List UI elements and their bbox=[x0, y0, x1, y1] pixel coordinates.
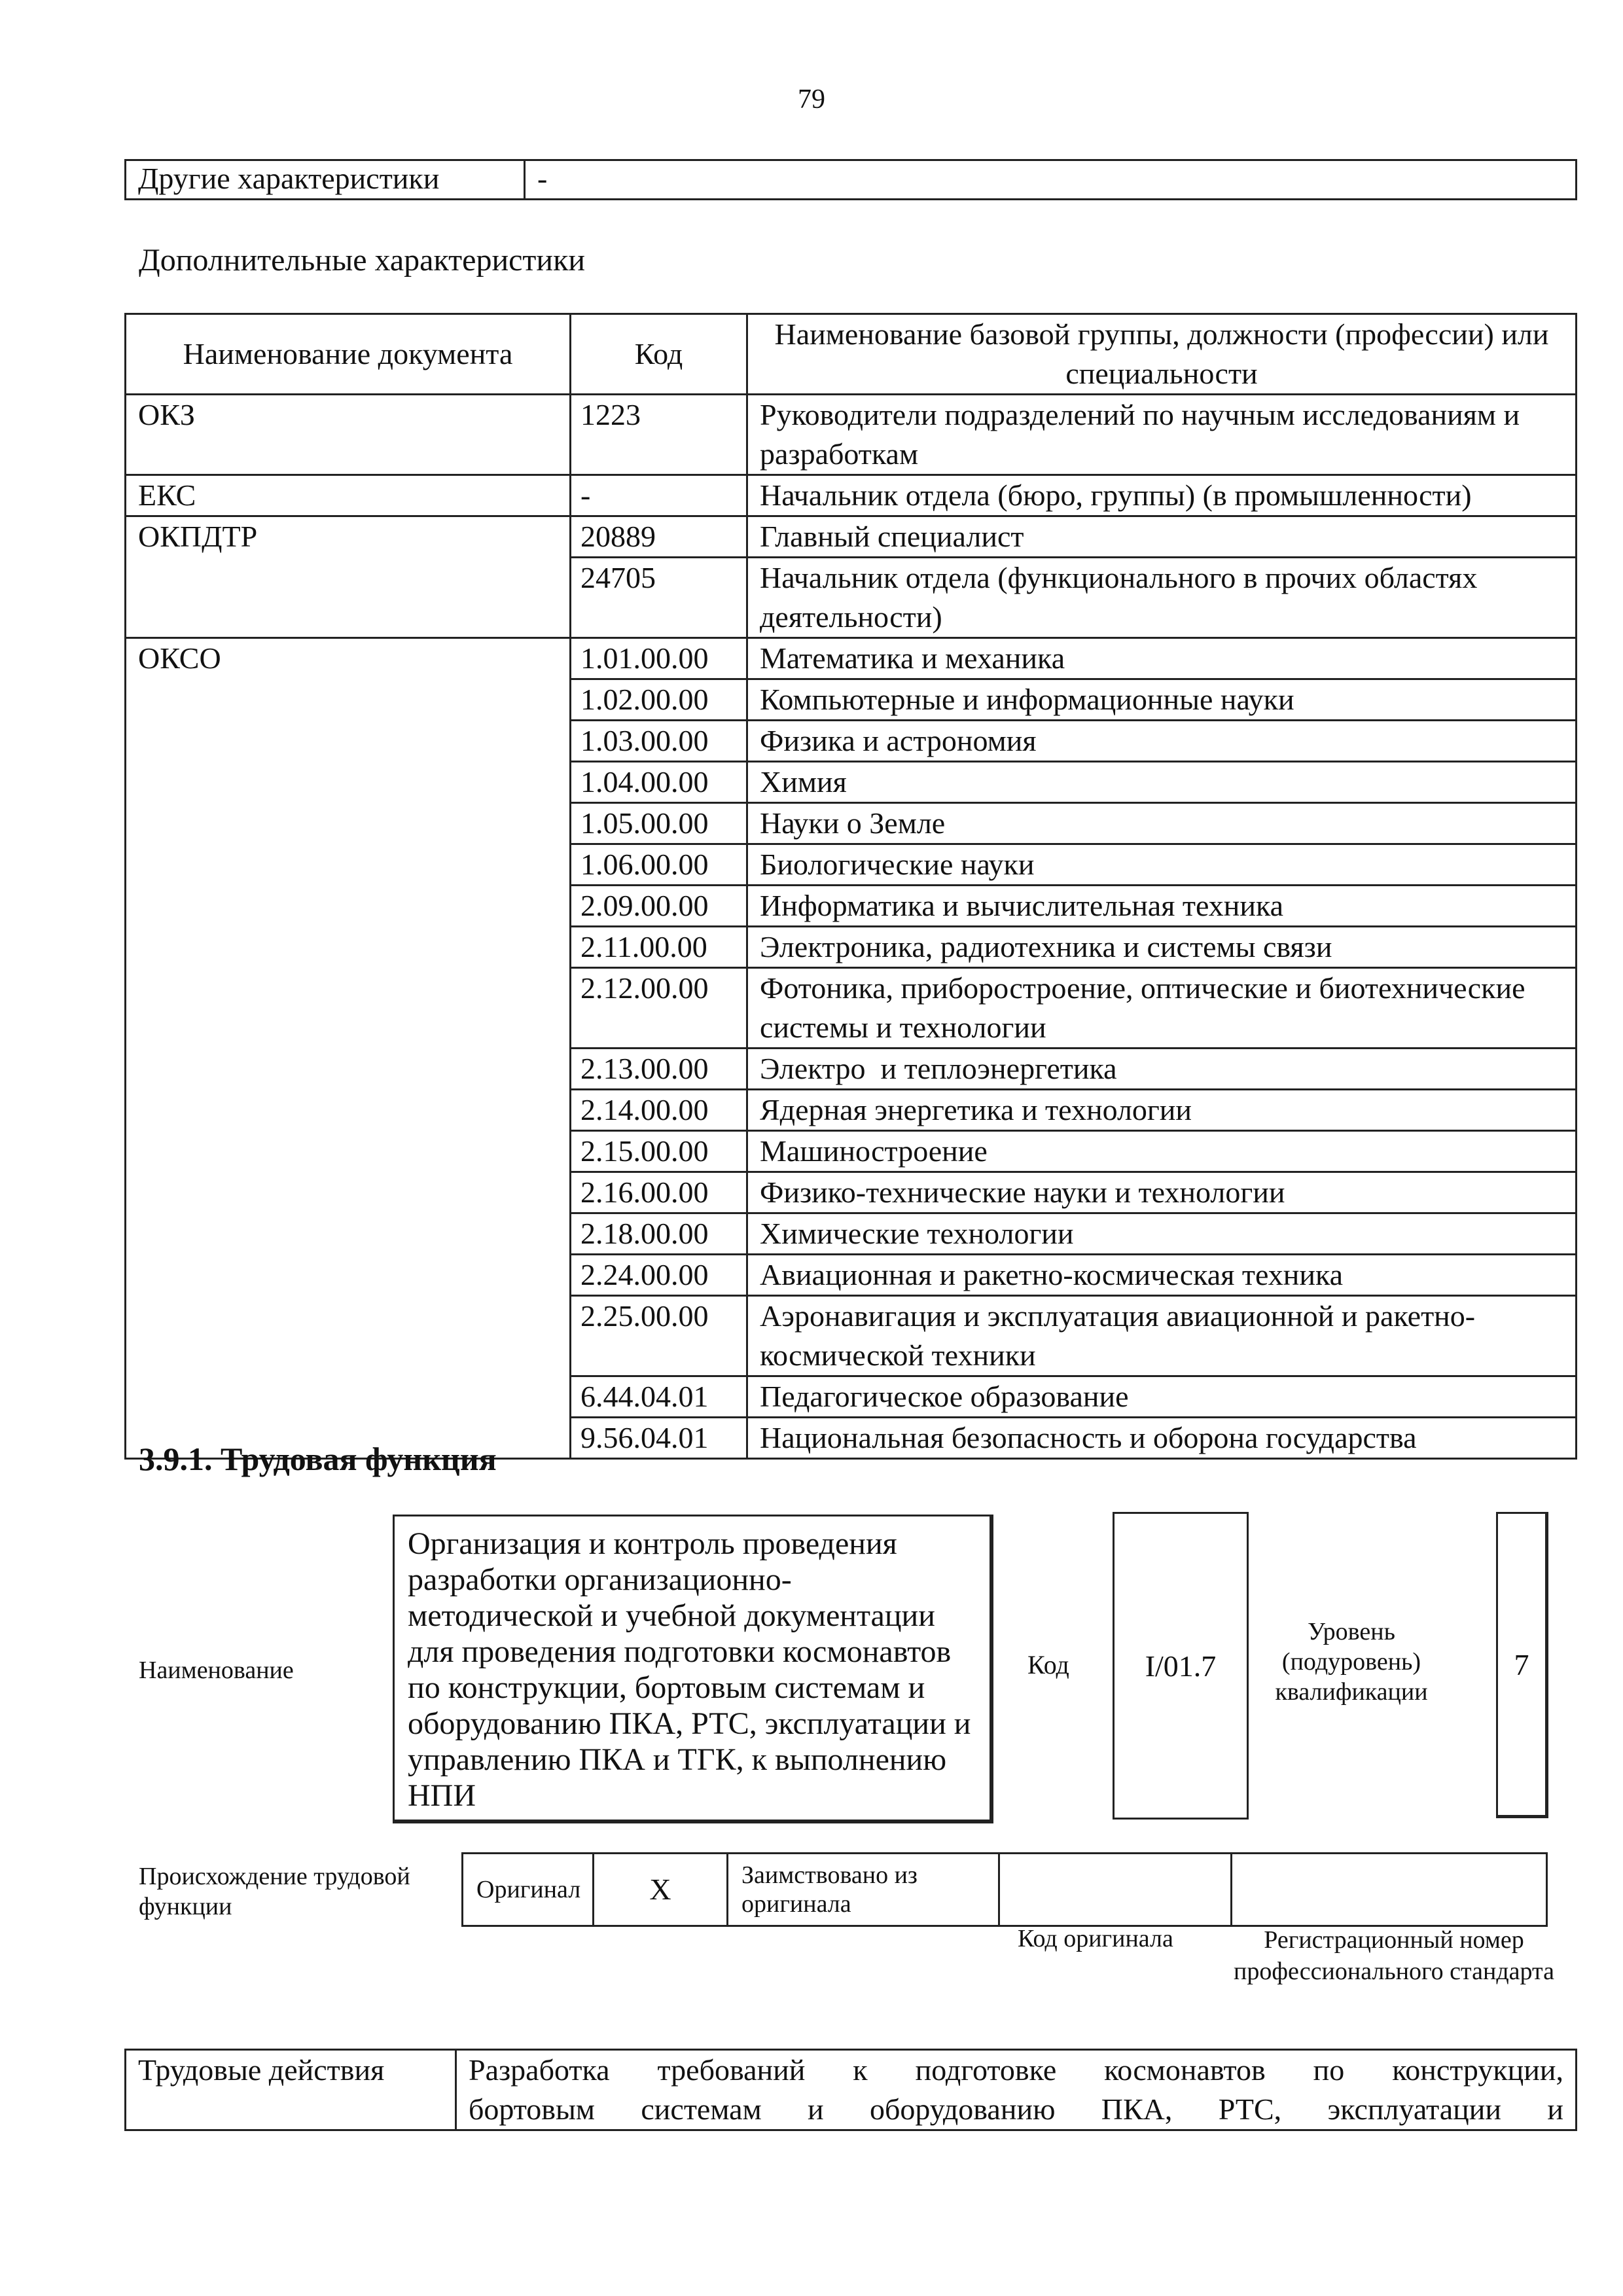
code-cell: 6.44.04.01 bbox=[571, 1376, 747, 1418]
code-cell: 1.02.00.00 bbox=[571, 679, 747, 721]
other-characteristics-table bbox=[124, 159, 1577, 200]
header-document: Наименование документа bbox=[126, 314, 571, 395]
function-code-value: I/01.7 bbox=[1113, 1512, 1249, 1820]
function-name-value: Организация и контроль проведения разработки организационно-методической и учебной документации для проведения подготовки космонавтов по конструкции, бортовым системам и оборудованию ПКА, РТС, эксплуатации и управлению ПКА и ТГК, к выполнению НПИ bbox=[393, 1515, 993, 1823]
group-name-cell: Национальная безопасность и оборона государства bbox=[747, 1418, 1577, 1459]
code-cell: 1.03.00.00 bbox=[571, 721, 747, 762]
code-cell: 1.01.00.00 bbox=[571, 638, 747, 679]
group-name-cell: Начальник отдела (функционального в прочих областях деятельности) bbox=[747, 558, 1577, 638]
group-name-cell: Руководители подразделений по научным исследованиям и разработкам bbox=[747, 395, 1577, 475]
group-name-cell: Химические технологии bbox=[747, 1213, 1577, 1255]
qualification-level-value: 7 bbox=[1496, 1512, 1548, 1818]
header-code: Код bbox=[571, 314, 747, 395]
code-cell: 2.15.00.00 bbox=[571, 1131, 747, 1172]
group-name-cell: Фотоника, приборостроение, оптические и биотехнические системы и технологии bbox=[747, 968, 1577, 1049]
group-name-cell: Физика и астрономия bbox=[747, 721, 1577, 762]
code-cell: 1.05.00.00 bbox=[571, 803, 747, 844]
other-characteristics-value: - bbox=[525, 160, 1577, 200]
group-name-cell: Компьютерные и информационные науки bbox=[747, 679, 1577, 721]
function-origin-label: Происхождение трудовой функции bbox=[139, 1863, 410, 1920]
labor-actions-label: Трудовые действия bbox=[126, 2050, 456, 2130]
original-code-cell bbox=[999, 1854, 1232, 1926]
group-name-cell: Аэронавигация и эксплуатация авиационной и ракетно-космической техники bbox=[747, 1296, 1577, 1376]
code-cell: 2.09.00.00 bbox=[571, 886, 747, 927]
doc-okz: ОКЗ bbox=[126, 395, 571, 475]
borrowed-label: Заимствовано из оригинала bbox=[728, 1854, 999, 1926]
code-cell: 2.12.00.00 bbox=[571, 968, 747, 1049]
code-cell: - bbox=[571, 475, 747, 516]
group-name-cell: Химия bbox=[747, 762, 1577, 803]
registration-number-caption: Регистрационный номер профессионального стандарта bbox=[1234, 1926, 1554, 1985]
code-cell: 1.06.00.00 bbox=[571, 844, 747, 886]
code-cell: 2.13.00.00 bbox=[571, 1049, 747, 1090]
registration-number-cell bbox=[1232, 1854, 1547, 1926]
group-name-cell: Машиностроение bbox=[747, 1131, 1577, 1172]
extra-characteristics-title: Дополнительные характеристики bbox=[139, 243, 586, 278]
extra-characteristics-table bbox=[124, 313, 1577, 1460]
code-cell: 2.11.00.00 bbox=[571, 927, 747, 968]
group-name-cell: Физико-технические науки и технологии bbox=[747, 1172, 1577, 1213]
table-row bbox=[126, 395, 1577, 475]
function-name-label: Наименование bbox=[139, 1657, 294, 1684]
group-name-cell: Электро и теплоэнергетика bbox=[747, 1049, 1577, 1090]
code-cell: 2.24.00.00 bbox=[571, 1255, 747, 1296]
original-code-caption: Код оригинала bbox=[1018, 1925, 1173, 1952]
group-name-cell: Ядерная энергетика и технологии bbox=[747, 1090, 1577, 1131]
code-cell: 1.04.00.00 bbox=[571, 762, 747, 803]
table-row bbox=[126, 638, 1577, 679]
group-name-cell: Биологические науки bbox=[747, 844, 1577, 886]
header-group-name: Наименование базовой группы, должности (профессии) или специальности bbox=[747, 314, 1577, 395]
page-number: 79 bbox=[798, 84, 825, 115]
table-row bbox=[126, 475, 1577, 516]
qualification-level-label: Уровень (подуровень) квалификации bbox=[1275, 1618, 1428, 1706]
table-row bbox=[126, 516, 1577, 558]
group-name-cell: Начальник отдела (бюро, группы) (в промышленности) bbox=[747, 475, 1577, 516]
labor-action-line: Разработка требований к подготовке космонавтов по конструкции, bbox=[469, 2053, 1563, 2087]
code-cell: 1223 bbox=[571, 395, 747, 475]
code-cell: 24705 bbox=[571, 558, 747, 638]
doc-okpdtr: ОКПДТР bbox=[126, 516, 571, 638]
code-cell: 9.56.04.01 bbox=[571, 1418, 747, 1459]
labor-action-line: бортовым системам и оборудованию ПКА, РТС, эксплуатации и bbox=[469, 2092, 1563, 2126]
code-cell: 2.18.00.00 bbox=[571, 1213, 747, 1255]
group-name-cell: Математика и механика bbox=[747, 638, 1577, 679]
function-code-label: Код bbox=[1027, 1650, 1069, 1679]
labor-actions-table bbox=[124, 2049, 1577, 2131]
original-mark: X bbox=[594, 1854, 728, 1926]
group-name-cell: Электроника, радиотехника и системы связи bbox=[747, 927, 1577, 968]
doc-eks: ЕКС bbox=[126, 475, 571, 516]
group-name-cell: Главный специалист bbox=[747, 516, 1577, 558]
doc-okso: ОКСО bbox=[126, 638, 571, 1459]
group-name-cell: Педагогическое образование bbox=[747, 1376, 1577, 1418]
code-cell: 2.25.00.00 bbox=[571, 1296, 747, 1376]
other-characteristics-label: Другие характеристики bbox=[126, 160, 525, 200]
group-name-cell: Науки о Земле bbox=[747, 803, 1577, 844]
labor-actions-text bbox=[456, 2050, 1577, 2130]
labor-function-heading: 3.9.1. Трудовая функция bbox=[139, 1441, 497, 1477]
group-name-cell: Информатика и вычислительная техника bbox=[747, 886, 1577, 927]
code-cell: 2.16.00.00 bbox=[571, 1172, 747, 1213]
code-cell: 2.14.00.00 bbox=[571, 1090, 747, 1131]
function-origin-table bbox=[461, 1852, 1548, 1927]
code-cell: 20889 bbox=[571, 516, 747, 558]
group-name-cell: Авиационная и ракетно-космическая техника bbox=[747, 1255, 1577, 1296]
original-label: Оригинал bbox=[463, 1854, 594, 1926]
